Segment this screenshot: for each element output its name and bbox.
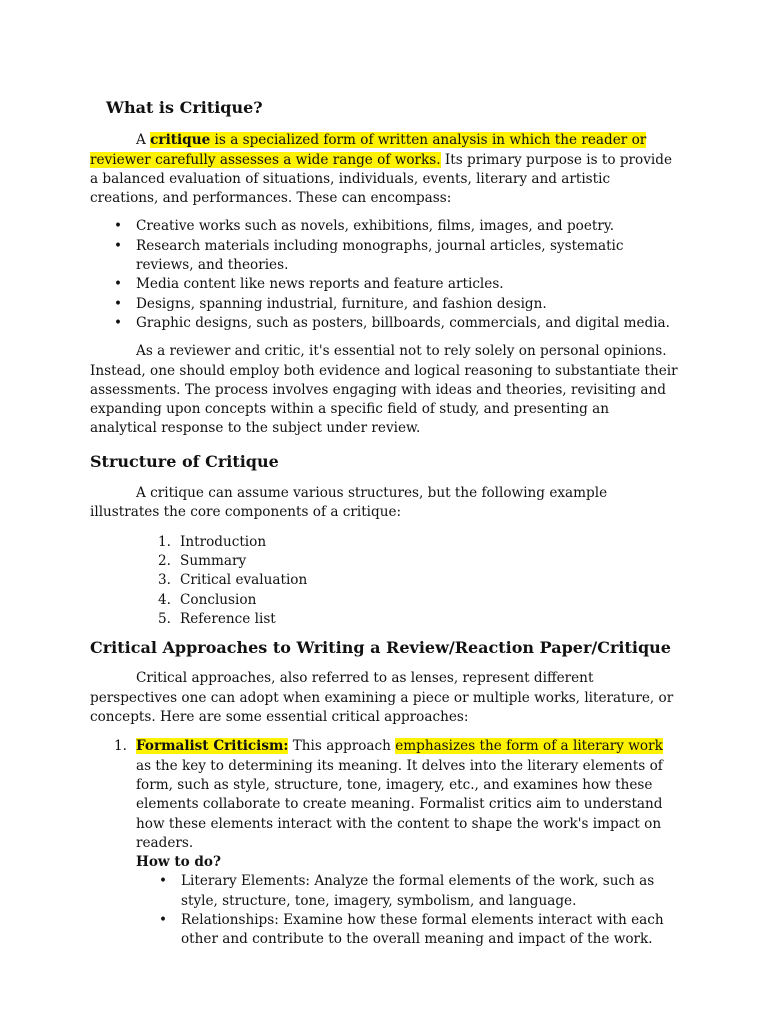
item-text: Summary bbox=[180, 552, 247, 569]
how-to-label bbox=[136, 853, 680, 872]
heading-critical-approaches: Critical Approaches to Writing a Review/Reaction Paper/Critique bbox=[90, 638, 671, 658]
list-item: • Creative works such as novels, exhibitions, films, images, and poetry. bbox=[136, 217, 680, 236]
encompass-list bbox=[90, 217, 680, 333]
formalist-paragraph bbox=[136, 737, 680, 853]
intro-term: critique bbox=[150, 132, 211, 149]
list-item: • Relationships: Examine how these formal elements interact with each other and contribute to the overall meaning and impact of the work. bbox=[181, 911, 680, 950]
reviewer-paragraph: As a reviewer and critic, it's essential not to rely solely on personal opinions. Instead, one should employ both evidence and logical reasoning to substantiate their assessments. The process involves engaging with ideas and theories, revisiting and expanding upon concepts within a specific field of study, and presenting an analytical response to the subject under review. bbox=[90, 343, 678, 437]
formalist-text-b: as the key to determining its meaning. It delves into the literary elements of form, such as style, structure, tone, imagery, etc., and examines how these elements collaborate to create meaning. Formalist critics aim to understand how these elements interact with the content to shape the work's impact on readers. bbox=[136, 757, 663, 851]
document-content bbox=[90, 98, 680, 950]
intro-lead: A bbox=[136, 132, 151, 149]
list-item bbox=[158, 552, 680, 571]
list-item bbox=[158, 533, 680, 552]
approaches-paragraph: Critical approaches, also referred to as lenses, represent different perspectives one can adopt when examining a piece or multiple works, literature, or concepts. Here are some essential critical approaches: bbox=[90, 670, 674, 726]
list-item bbox=[158, 571, 680, 590]
item-number: 2. bbox=[158, 552, 171, 569]
approaches-list bbox=[90, 737, 680, 949]
list-item: • Media content like news reports and feature articles. bbox=[136, 275, 680, 294]
list-item-formalist bbox=[114, 737, 680, 949]
list-item: • Research materials including monographs, journal articles, systematic reviews, and theories. bbox=[136, 237, 680, 276]
formalist-highlight: emphasizes the form of a literary work bbox=[395, 738, 663, 755]
list-item bbox=[158, 610, 680, 629]
item-number: 5. bbox=[158, 610, 171, 627]
list-item: • Literary Elements: Analyze the formal elements of the work, such as style, structure, tone, imagery, symbolism, and language. bbox=[181, 872, 680, 911]
structure-list bbox=[90, 533, 680, 629]
item-number: 3. bbox=[158, 572, 171, 589]
item-text: Introduction bbox=[180, 533, 267, 550]
item-text: Critical evaluation bbox=[180, 572, 308, 589]
how-to-text: How to do? bbox=[136, 854, 221, 871]
item-text: Conclusion bbox=[180, 591, 257, 608]
heading-structure-of-critique: Structure of Critique bbox=[90, 451, 279, 471]
intro-rest: Its primary purpose is to provide a balanced evaluation of situations, individuals, events, literary and artistic creations, and performances. These can encompass: bbox=[90, 151, 672, 207]
item-number: 1. bbox=[114, 738, 127, 755]
item-text: Reference list bbox=[180, 610, 276, 627]
formalist-title: Formalist Criticism: bbox=[136, 738, 289, 755]
how-to-list bbox=[136, 872, 680, 949]
item-number: 1. bbox=[158, 533, 171, 550]
list-item bbox=[158, 591, 680, 610]
intro-highlight-text: is a specialized form of written analysis in which the reader or reviewer carefully assesses a wide range of works. bbox=[90, 132, 647, 168]
structure-paragraph: A critique can assume various structures, but the following example illustrates the core components of a critique: bbox=[90, 485, 608, 521]
list-item: • Designs, spanning industrial, furniture, and fashion design. bbox=[136, 295, 680, 314]
list-item: • Graphic designs, such as posters, billboards, commercials, and digital media. bbox=[136, 314, 680, 333]
heading-what-is-critique: What is Critique? bbox=[106, 98, 263, 117]
formalist-text-a: This approach bbox=[288, 738, 396, 755]
intro-paragraph bbox=[90, 131, 680, 208]
item-number: 4. bbox=[158, 591, 171, 608]
